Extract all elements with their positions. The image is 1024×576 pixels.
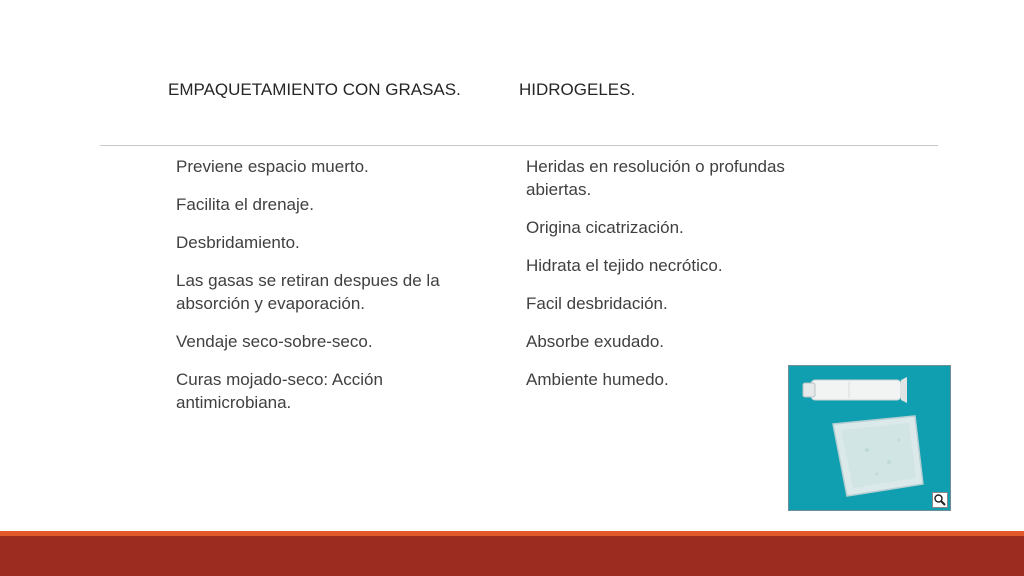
ointment-tube — [803, 377, 907, 403]
list-item: Origina cicatrización. — [526, 218, 684, 237]
column-header-right: HIDROGELES. — [519, 80, 636, 99]
list-item: Facil desbridación. — [526, 294, 668, 313]
list-item: Heridas en resolución o profundas abiertas. — [526, 157, 785, 199]
header-divider — [100, 145, 938, 146]
left-column-list — [176, 155, 486, 429]
list-item: Previene espacio muerto. — [176, 157, 369, 176]
list-item: Facilita el drenaje. — [176, 195, 314, 214]
list-item: Hidrata el tejido necrótico. — [526, 256, 723, 275]
hydrogel-illustration — [789, 366, 951, 511]
list-item: Ambiente humedo. — [526, 370, 669, 389]
list-item: Absorbe exudado. — [526, 332, 664, 351]
hydrogel-product-image[interactable] — [788, 365, 951, 511]
gel-dressing-pad — [833, 416, 923, 496]
column-header-left: EMPAQUETAMIENTO CON GRASAS. — [168, 80, 461, 99]
magnifier-icon[interactable] — [932, 492, 948, 508]
list-item: Curas mojado-seco: Acción antimicrobiana. — [176, 370, 383, 412]
footer-bar — [0, 536, 1024, 576]
list-item: Vendaje seco-sobre-seco. — [176, 332, 373, 351]
list-item: Las gasas se retiran despues de la absorción y evaporación. — [176, 271, 440, 313]
list-item: Desbridamiento. — [176, 233, 300, 252]
